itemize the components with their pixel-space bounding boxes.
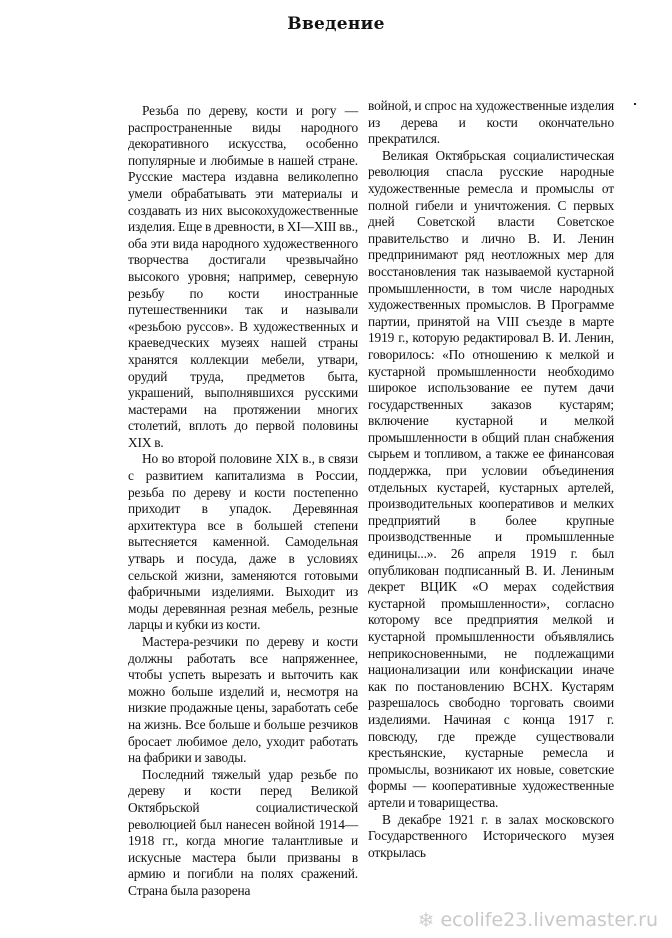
paragraph: Резьба по дереву, кости и рогу — распространенные виды народного декоративного искусства, особенно популярные и любимые в нашей стране. Русские мастера издавна великолепно умели обрабатывать эти материалы и создавать из них высокохудожественные изделия. Еще в древности, в XI—XIII вв., оба эти вида народного художественного творчества достигали чрезвычайно высокого уровня; например, северную резьбу по кости иностранные путешественники так и называли «резьбою руссов». В художественных и краеведческих музеях нашей страны хранятся коллекции мебели, утвари, орудий труда, предметов быта, украшений, выполнявшихся русскими мастерами на протяжении многих столетий, вплоть до первой половины XIX в.: [128, 103, 358, 450]
scan-speck: [634, 103, 636, 105]
paragraph: Последний тяжелый удар резьбе по дереву и кости перед Великой Октябрьской социалистической революцией был нанесен войной 1914—1918 гг., когда многие талантливые и искусные мастера были призваны в армию и погибли на полях сражений. Страна была разорена: [128, 766, 358, 898]
paragraph: Но во второй половине XIX в., в связи с развитием капитализма в России, резьба по дереву и кости постепенно приходит в упадок. Деревянная архитектура все в большей степени вытесняется каменной. Самодельная утварь и посуда, даже в условиях сельской жизни, заменяются готовыми фабричными изделиями. Выходит из моды деревянная резная мебель, резные ларцы и кубки из кости.: [128, 451, 358, 633]
snowflake-icon: ❄: [417, 908, 435, 932]
watermark-text: ecolife23.livemaster.ru: [440, 909, 658, 931]
paragraph: Мастера-резчики по дереву и кости должны работать все напряженнее, чтобы успеть вырезать и выточить как можно больше изделий и, несмотря на низкие продажные цены, заработать себе на жизнь. Все больше и больше резчиков бросает любимое дело, уходит работать на фабрики и заводы.: [128, 634, 358, 766]
page-title: Введение: [287, 14, 385, 34]
paragraph-continuation: войной, и спрос на художественные изделия из дерева и кости окончательно прекратился.: [368, 98, 614, 147]
paragraph: Великая Октябрьская социалистическая революция спасла русские народные художественные ремесла и промыслы от полной гибели и уничтожения. С первых дней Советской власти Советское правительство и лично В. И. Ленин предпринимают ряд неотложных мер для восстановления так называемой кустарной промышленности, в том числе народных художественных промыслов. В Программе партии, принятой на VIII съезде в марте 1919 г., которую редактировал В. И. Ленин, говорилось: «По отношению к мелкой и кустарной промышленности необходимо широкое использование ее путем дачи государственных заказов кустарям; включение кустарной и мелкой промышленности в общий план снабжения сырьем и топливом, а также ее финансовая поддержка, при условии объединения отдельных кустарей, кустарных артелей, производительных кооперативов и мелких предприятий в более крупные производственные и промышленные единицы...». 26 апреля 1919 г. был опубликован подписанный В. И. Лениным декрет ВЦИК «О мерах содействия кустарной промышленности», согласно которому все предприятия мелкой и кустарной промышленности объявлялись неприкосновенными, не подлежащими национализации или конфискации иначе как по постановлению ВСНХ. Кустарям разрешалось свободно торговать своими изделиями. Начиная с конца 1917 г. повсюду, где прежде существовали крестьянские, кустарные ремесла и промыслы, возникают их новые, советские формы — кооперативные художественные артели и товарищества.: [368, 147, 614, 810]
paragraph: В декабре 1921 г. в залах московского Государственного Исторического музея открылась: [368, 811, 614, 860]
right-column: [368, 98, 614, 861]
watermark: [418, 908, 658, 932]
left-column: [128, 103, 358, 900]
